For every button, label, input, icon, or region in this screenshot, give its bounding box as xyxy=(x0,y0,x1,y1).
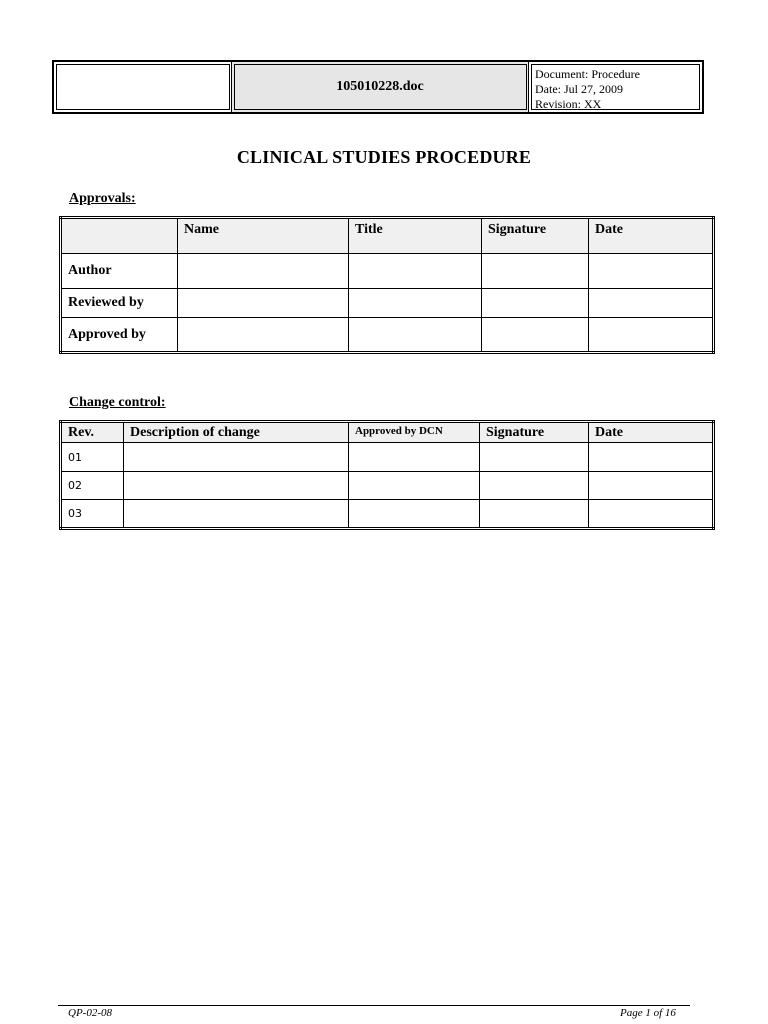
change-col-rev: Rev. xyxy=(61,422,124,443)
approvals-cell-title[interactable] xyxy=(349,254,482,289)
approvals-cell-date[interactable] xyxy=(589,289,714,318)
change-rev-number: 02 xyxy=(61,472,124,500)
change-row xyxy=(61,500,714,529)
change-control-table xyxy=(59,420,715,530)
approvals-row-label: Author xyxy=(61,254,178,289)
approvals-row-label: Approved by xyxy=(61,318,178,353)
change-cell-date[interactable] xyxy=(589,472,714,500)
change-cell-description[interactable] xyxy=(124,500,349,529)
change-control-label: Change control: xyxy=(69,395,166,410)
approvals-cell-title[interactable] xyxy=(349,289,482,318)
change-cell-dcn[interactable] xyxy=(349,500,480,529)
approvals-header-row xyxy=(61,218,714,254)
approvals-cell-name[interactable] xyxy=(178,289,349,318)
approvals-cell-signature[interactable] xyxy=(482,318,589,353)
approvals-cell-date[interactable] xyxy=(589,318,714,353)
approvals-col-title: Title xyxy=(349,218,482,254)
change-col-approved-dcn: Approved by DCN xyxy=(349,422,480,443)
change-row xyxy=(61,443,714,472)
approvals-col-name: Name xyxy=(178,218,349,254)
page-title: CLINICAL STUDIES PROCEDURE xyxy=(236,147,532,167)
change-rev-number: 03 xyxy=(61,500,124,529)
change-cell-signature[interactable] xyxy=(480,443,589,472)
approvals-row-reviewed xyxy=(61,289,714,318)
document-header-box xyxy=(52,60,704,114)
approvals-row-author xyxy=(61,254,714,289)
change-cell-date[interactable] xyxy=(589,443,714,472)
footer-rule xyxy=(58,1005,690,1006)
header-logo-cell xyxy=(54,62,232,112)
change-col-date: Date xyxy=(589,422,714,443)
change-rev-number: 01 xyxy=(61,443,124,472)
header-date: Date: Jul 27, 2009 xyxy=(535,82,623,96)
approvals-label: Approvals: xyxy=(69,191,136,206)
change-cell-description[interactable] xyxy=(124,443,349,472)
change-col-signature: Signature xyxy=(480,422,589,443)
approvals-cell-name[interactable] xyxy=(178,254,349,289)
approvals-table xyxy=(59,216,715,354)
approvals-cell-signature[interactable] xyxy=(482,289,589,318)
header-revision: Revision: XX xyxy=(535,97,602,111)
change-header-row xyxy=(61,422,714,443)
approvals-row-label: Reviewed by xyxy=(61,289,178,318)
approvals-row-approved xyxy=(61,318,714,353)
header-document-type: Document: Procedure xyxy=(535,67,640,81)
approvals-col-signature: Signature xyxy=(482,218,589,254)
change-col-description: Description of change xyxy=(124,422,349,443)
approvals-col-date: Date xyxy=(589,218,714,254)
footer-document-code: QP-02-08 xyxy=(68,1007,112,1019)
change-cell-description[interactable] xyxy=(124,472,349,500)
footer-page-number: Page 1 of 16 xyxy=(620,1007,676,1019)
change-cell-dcn[interactable] xyxy=(349,443,480,472)
change-cell-date[interactable] xyxy=(589,500,714,529)
approvals-cell-title[interactable] xyxy=(349,318,482,353)
approvals-cell-name[interactable] xyxy=(178,318,349,353)
change-cell-dcn[interactable] xyxy=(349,472,480,500)
change-row xyxy=(61,472,714,500)
header-info-cell xyxy=(529,62,702,112)
approvals-cell-signature[interactable] xyxy=(482,254,589,289)
approvals-col-blank xyxy=(61,218,178,254)
change-cell-signature[interactable] xyxy=(480,472,589,500)
header-filename: 105010228.doc xyxy=(232,62,529,112)
approvals-cell-date[interactable] xyxy=(589,254,714,289)
change-cell-signature[interactable] xyxy=(480,500,589,529)
